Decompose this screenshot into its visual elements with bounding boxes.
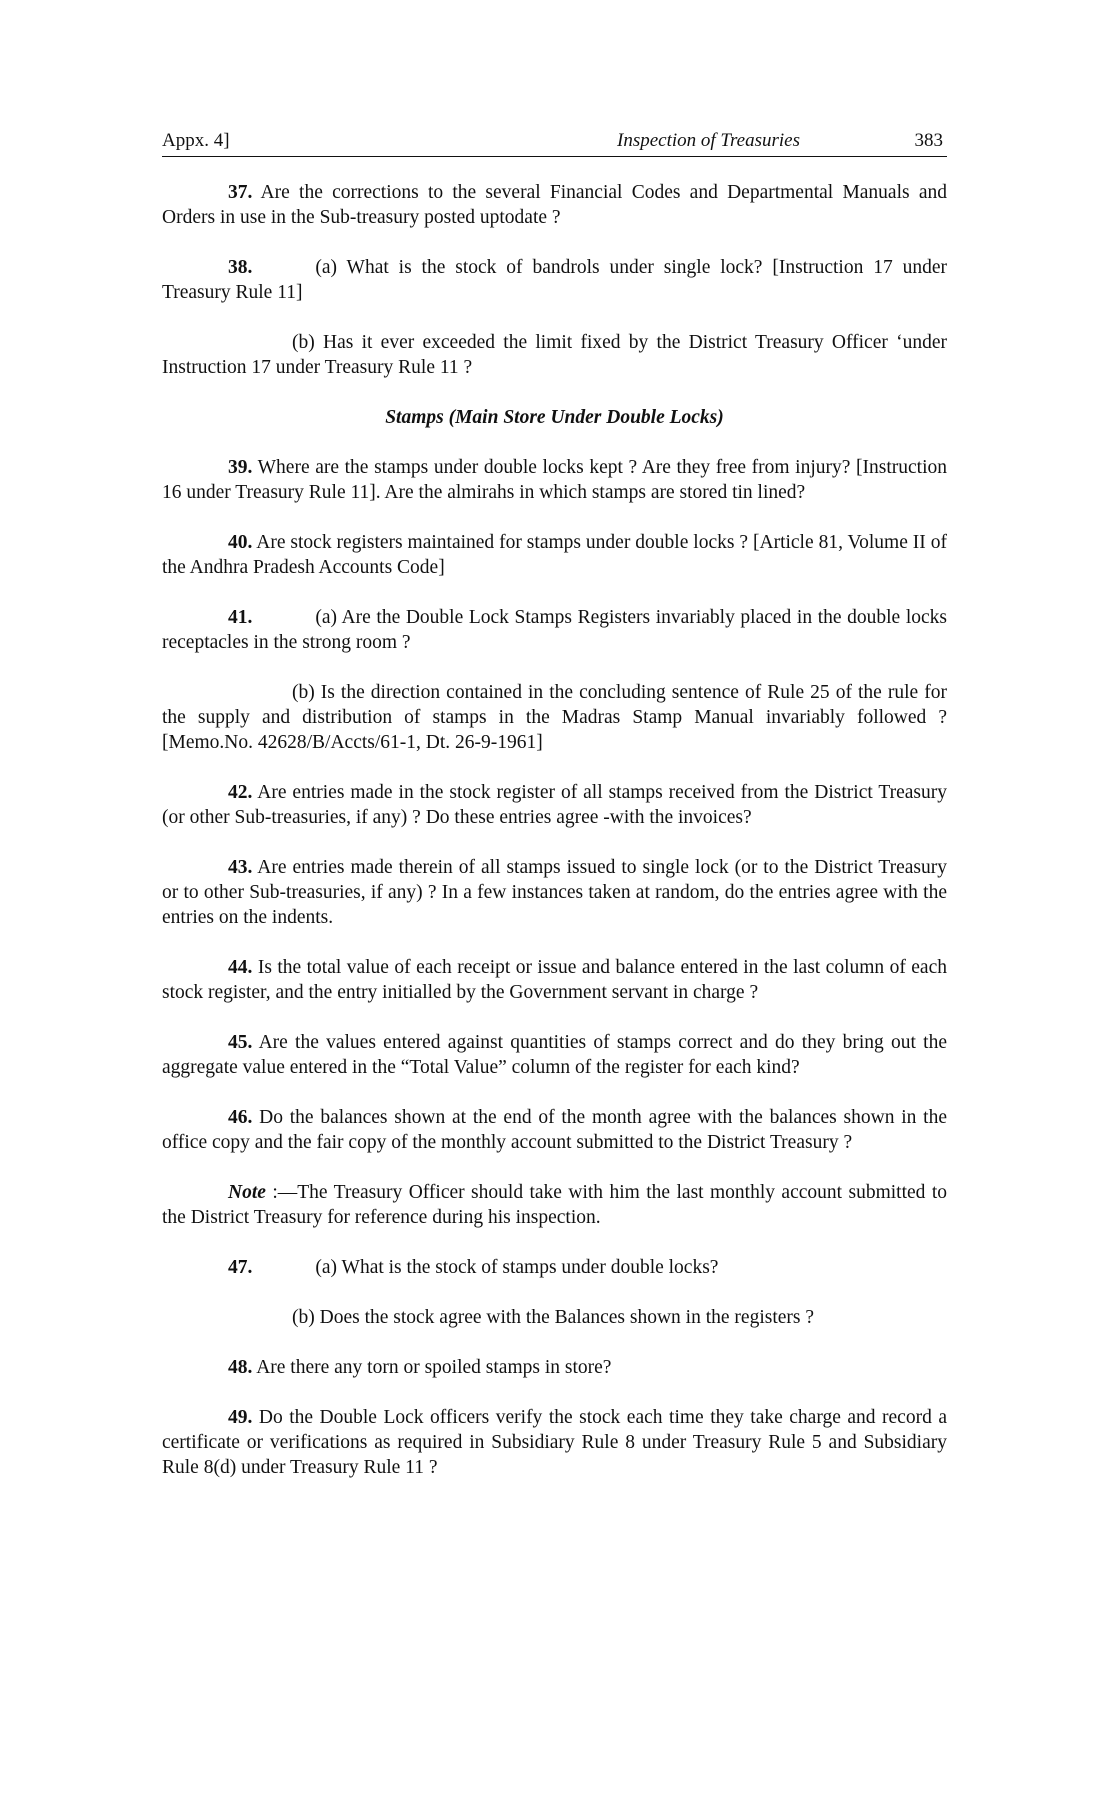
question-40 bbox=[162, 530, 947, 580]
question-text: (b) Has it ever exceeded the limit fixed by the District Treasury Officer ‘under Instruction 17 under Treasury Rule 11 ? bbox=[162, 332, 947, 378]
question-47b bbox=[162, 1305, 947, 1330]
question-text: Do the Double Lock officers verify the stock each time they take charge and record a certificate or verifications as required in Subsidiary Rule 8 under Treasury Rule 5 and Subsidiary Rule 8(d) under Treasury Rule 11 ? bbox=[162, 1407, 947, 1478]
question-number: 37. bbox=[228, 182, 253, 203]
question-48 bbox=[162, 1355, 947, 1380]
question-38a bbox=[162, 255, 947, 305]
question-text: (b) Is the direction contained in the concluding sentence of Rule 25 of the rule for the supply and distribution of stamps in the Madras Stamp Manual invariably followed ? [Memo.No. 42628/B/Accts/61-1, Dt. 26-9-1961] bbox=[162, 682, 947, 753]
question-text: Are entries made in the stock register of all stamps received from the District Treasury (or other Sub-treasuries, if any) ? Do these entries agree -with the invoices? bbox=[162, 782, 947, 828]
question-text: Is the total value of each receipt or issue and balance entered in the last column of each stock register, and the entry initialled by the Government servant in charge ? bbox=[162, 957, 947, 1003]
question-38b bbox=[162, 330, 947, 380]
question-text: (b) Does the stock agree with the Balances shown in the registers ? bbox=[292, 1307, 815, 1328]
section-heading: Stamps (Main Store Under Double Locks) bbox=[385, 407, 724, 428]
question-47a bbox=[162, 1255, 947, 1280]
page-body bbox=[162, 180, 947, 1505]
question-text: Are the values entered against quantities of stamps correct and do they bring out the aggregate value entered in the “Total Value” column of the register for each kind? bbox=[162, 1032, 947, 1078]
question-number: 43. bbox=[228, 857, 253, 878]
question-number: 45. bbox=[228, 1032, 253, 1053]
page-header bbox=[162, 130, 947, 157]
question-text: Where are the stamps under double locks kept ? Are they free from injury? [Instruction 16 under Treasury Rule 11]. Are the almirahs in which stamps are stored tin lined? bbox=[162, 457, 947, 503]
question-46 bbox=[162, 1105, 947, 1155]
question-number: 42. bbox=[228, 782, 253, 803]
question-text: (a) What is the stock of stamps under double locks? bbox=[315, 1257, 719, 1278]
question-37 bbox=[162, 180, 947, 230]
note bbox=[162, 1180, 947, 1230]
question-text: Are stock registers maintained for stamps under double locks ? [Article 81, Volume II of the Andhra Pradesh Accounts Code] bbox=[162, 532, 947, 578]
question-45 bbox=[162, 1030, 947, 1080]
note-text: :—The Treasury Officer should take with him the last monthly account submitted to the District Treasury for reference during his inspection. bbox=[162, 1182, 948, 1228]
question-number: 49. bbox=[228, 1407, 253, 1428]
question-number: 46. bbox=[228, 1107, 253, 1128]
question-number: 41. bbox=[228, 607, 253, 628]
question-number: 40. bbox=[228, 532, 253, 553]
header-title: Inspection of Treasuries bbox=[617, 130, 800, 151]
question-number: 48. bbox=[228, 1357, 253, 1378]
question-text: (a) What is the stock of bandrols under single lock? [Instruction 17 under Treasury Rule 11] bbox=[162, 257, 947, 303]
question-number: 44. bbox=[228, 957, 253, 978]
question-41b bbox=[162, 680, 947, 755]
question-41a bbox=[162, 605, 947, 655]
question-49 bbox=[162, 1405, 947, 1480]
page-number: 383 bbox=[914, 130, 943, 151]
question-number: 39. bbox=[228, 457, 253, 478]
note-label: Note bbox=[228, 1182, 266, 1203]
question-text: Do the balances shown at the end of the month agree with the balances shown in the office copy and the fair copy of the monthly account submitted to the District Treasury ? bbox=[162, 1107, 947, 1153]
question-44 bbox=[162, 955, 947, 1005]
question-text: Are entries made therein of all stamps issued to single lock (or to the District Treasury or to other Sub-treasuries, if any) ? In a few instances taken at random, do the entries agree with the entries on the indents. bbox=[162, 857, 947, 928]
question-number: 47. bbox=[228, 1257, 253, 1278]
question-39 bbox=[162, 455, 947, 505]
question-text: (a) Are the Double Lock Stamps Registers invariably placed in the double locks receptacles in the strong room ? bbox=[162, 607, 947, 653]
question-43 bbox=[162, 855, 947, 930]
question-text: Are there any torn or spoiled stamps in store? bbox=[256, 1357, 612, 1378]
question-number: 38. bbox=[228, 257, 253, 278]
question-text: Are the corrections to the several Financial Codes and Departmental Manuals and Orders in use in the Sub-treasury posted uptodate ? bbox=[162, 182, 947, 228]
question-42 bbox=[162, 780, 947, 830]
header-appendix: Appx. 4] bbox=[162, 130, 230, 151]
